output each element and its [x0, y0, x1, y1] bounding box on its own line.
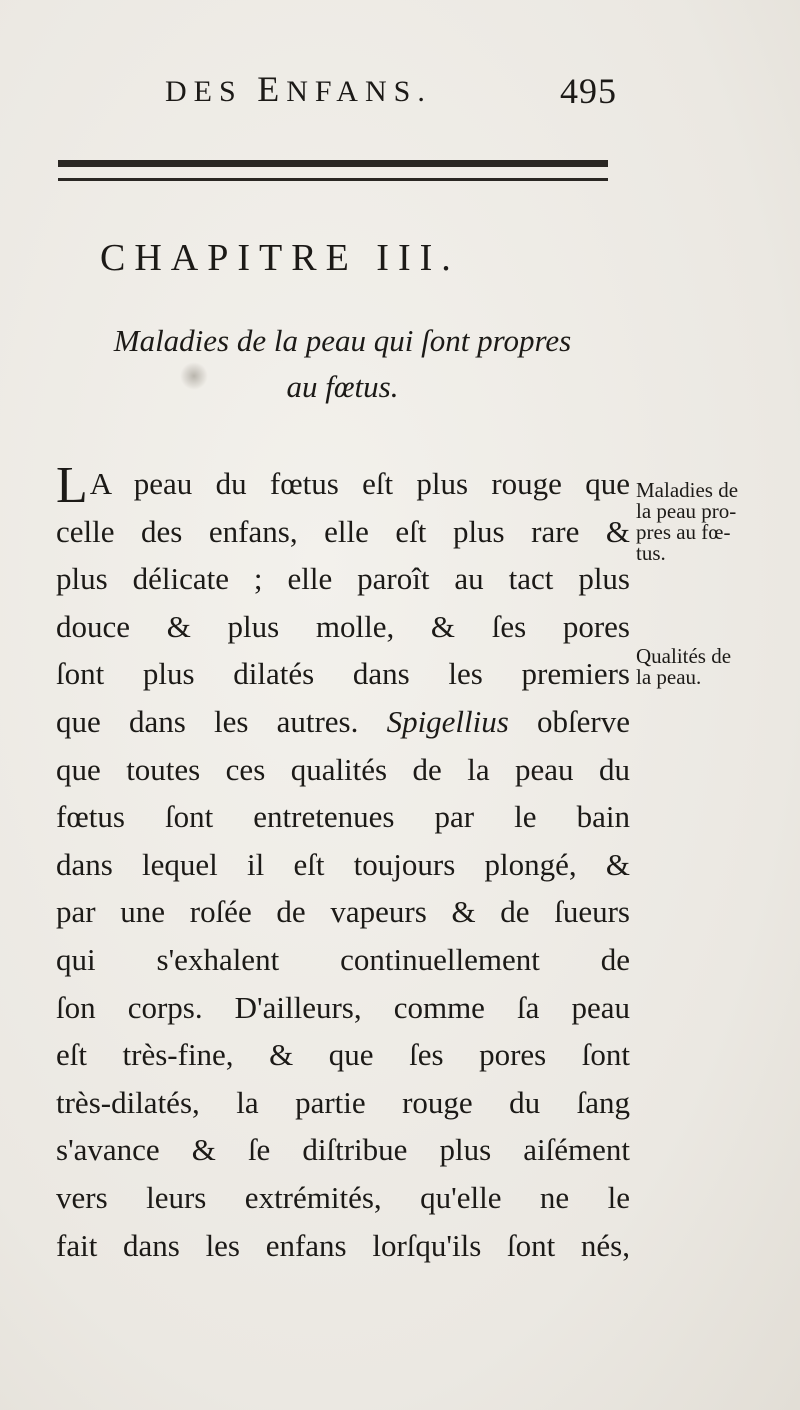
text-line: ſon corps. D'ailleurs, comme ſa peau — [56, 989, 630, 1025]
margin-note-skin-qualities — [636, 646, 786, 688]
margin-note-line: Maladies de — [636, 478, 739, 502]
chapter-title: CHAPITRE III. — [100, 237, 460, 279]
chapter-subtitle — [55, 318, 630, 410]
text-line: fait dans les enfans lorſqu'ils ſont nés, — [56, 1227, 630, 1263]
text-line: qui s'exhalent continuellement de — [56, 941, 630, 977]
body-text — [56, 457, 630, 1269]
text-line: s'avance & ſe diſtribue plus aiſément — [56, 1132, 630, 1168]
margin-note-line: tus. — [636, 541, 666, 565]
running-head-rest: NFANS. — [286, 75, 432, 108]
running-head-prefix: DES — [165, 75, 258, 108]
text-line — [56, 457, 630, 514]
page-number: 495 — [560, 71, 617, 111]
text-line-content: obſerve — [508, 703, 630, 739]
text-line: très-dilatés, la partie rouge du ſang — [56, 1084, 630, 1120]
text-line: plus délicate ; elle paroît au tact plus — [56, 561, 630, 597]
text-line-content: que dans les autres. — [56, 703, 359, 739]
margin-note-line: pres au fœ- — [636, 520, 731, 544]
chapter-subtitle-line-2: au fœtus. — [286, 369, 399, 404]
text-line: celle des enfans, elle eſt plus rare & — [56, 513, 630, 549]
text-line: vers leurs extrémités, qu'elle ne le — [56, 1179, 630, 1215]
text-line — [56, 698, 630, 746]
chapter-subtitle-line-1: Maladies de la peau qui ſont propres — [113, 323, 572, 358]
italic-author-name: Spigellius — [386, 703, 509, 739]
margin-note-line: Qualités de — [636, 644, 732, 668]
margin-note-line: la peau pro- — [636, 499, 737, 523]
text-line: dans lequel il eſt toujours plongé, & — [56, 846, 630, 882]
text-line: douce & plus molle, & ſes pores — [56, 608, 630, 644]
text-line-content: A peau du fœtus eſt plus rouge que — [89, 466, 630, 501]
drop-cap: L — [56, 457, 88, 514]
margin-note-line: la peau. — [636, 665, 702, 689]
text-line: par une roſée de vapeurs & de ſueurs — [56, 894, 630, 930]
margin-note-skin-diseases — [636, 480, 786, 564]
text-line: que toutes ces qualités de la peau du — [56, 751, 630, 787]
header-rule-thick — [58, 160, 608, 167]
running-head — [165, 68, 432, 110]
text-line: eſt très-fine, & que ſes pores ſont — [56, 1037, 630, 1073]
running-head-initial: E — [257, 69, 287, 109]
header-rule-thin — [58, 178, 608, 181]
text-line: ſont plus dilatés dans les premiers — [56, 656, 630, 692]
text-line: fœtus ſont entretenues par le bain — [56, 799, 630, 835]
